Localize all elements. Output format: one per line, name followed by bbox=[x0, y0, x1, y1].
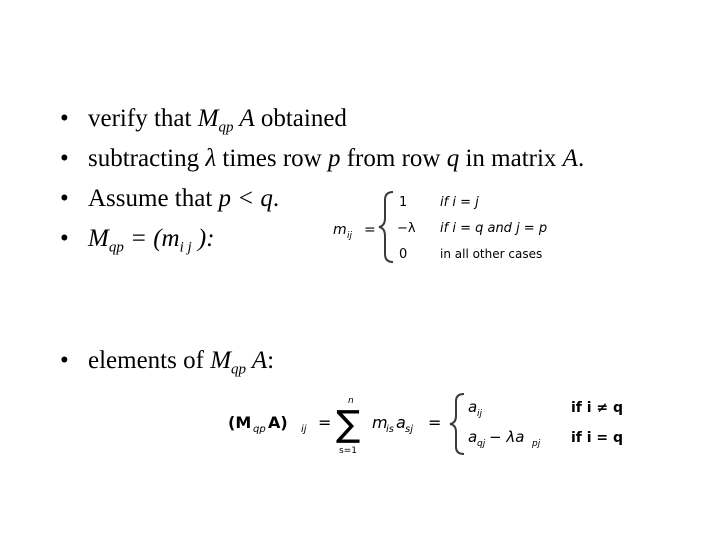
subscript: qp bbox=[108, 239, 124, 256]
math-symbol: p bbox=[327, 145, 341, 172]
eq1-lhs-sub: ij bbox=[347, 231, 353, 241]
eq2-lhs: (M bbox=[228, 413, 252, 432]
eq2-case1-condition: if i ≠ q bbox=[571, 400, 624, 416]
bullet-marker: • bbox=[60, 347, 69, 374]
eq2-lhs-sub2: ij bbox=[301, 424, 307, 435]
subscript: qp bbox=[231, 361, 247, 378]
eq1-case3-value: 0 bbox=[399, 247, 408, 262]
bullet-text-2 bbox=[88, 146, 584, 171]
bullet-marker: • bbox=[60, 105, 69, 132]
math-symbol: A bbox=[562, 145, 578, 172]
eq2-sum-bottom: s=1 bbox=[339, 446, 357, 456]
text: ): bbox=[191, 225, 215, 252]
eq1-case1-value: 1 bbox=[399, 195, 408, 210]
left-brace-icon bbox=[379, 192, 393, 262]
bullet-text-4 bbox=[88, 225, 215, 256]
eq2-term-sub: is bbox=[386, 424, 394, 435]
eq1-case3-condition: in all other cases bbox=[440, 247, 543, 261]
bullet-text-3 bbox=[88, 186, 279, 211]
eq1-case1-condition: if i = j bbox=[440, 195, 479, 210]
text: elements of bbox=[88, 347, 211, 374]
eq2-case2-mid: − λa bbox=[489, 428, 525, 446]
eq2-term: m bbox=[372, 413, 388, 432]
eq2-case2-sub: qj bbox=[477, 439, 486, 449]
text: Assume that bbox=[88, 185, 219, 212]
text: times row bbox=[216, 145, 328, 172]
piecewise-equation-m-ij bbox=[333, 188, 583, 266]
eq2-lhs-sub: qp bbox=[253, 424, 266, 435]
eq1-case2-condition: if i = q and j = p bbox=[440, 221, 548, 236]
eq2-equals-2: = bbox=[428, 413, 442, 432]
bullet-text-1 bbox=[88, 105, 347, 136]
bullet-marker: • bbox=[60, 145, 69, 172]
text: : bbox=[267, 347, 275, 374]
left-brace-icon bbox=[450, 394, 464, 454]
subscript: qp bbox=[218, 119, 234, 136]
eq2-lhs-b: A) bbox=[268, 413, 288, 432]
math-symbol: M bbox=[197, 105, 219, 132]
text: subtracting bbox=[88, 145, 206, 172]
text: . bbox=[272, 185, 280, 212]
eq1-equals: = bbox=[364, 222, 376, 238]
math-symbol: M bbox=[88, 225, 109, 252]
text: in matrix bbox=[459, 145, 563, 172]
bullet-marker: • bbox=[60, 225, 69, 252]
eq1-lhs: m bbox=[333, 222, 347, 238]
eq2-case2-condition: if i = q bbox=[571, 430, 624, 446]
eq2-term2-sub: sj bbox=[405, 424, 413, 435]
math-expression: = (m bbox=[123, 225, 180, 252]
eq2-term2: a bbox=[396, 413, 406, 432]
math-symbol: M bbox=[210, 347, 232, 374]
eq2-case1-sub: ij bbox=[477, 409, 483, 419]
eq2-case2-sub2: pj bbox=[532, 439, 541, 449]
text: obtained bbox=[254, 105, 347, 132]
eq1-case2-value: −λ bbox=[397, 221, 416, 236]
math-expression: p < q bbox=[218, 185, 273, 212]
math-symbol: q bbox=[446, 145, 460, 172]
math-symbol: A bbox=[233, 105, 255, 132]
eq2-case2-value: a bbox=[468, 428, 478, 446]
math-symbol: λ bbox=[205, 145, 217, 172]
sigma-icon: ∑ bbox=[336, 404, 361, 445]
text: verify that bbox=[88, 105, 198, 132]
eq2-equals: = bbox=[318, 413, 332, 432]
subscript: i j bbox=[179, 239, 192, 256]
text: . bbox=[577, 145, 585, 172]
bullet-marker: • bbox=[60, 185, 69, 212]
eq2-case1-value: a bbox=[468, 398, 478, 416]
math-symbol: A bbox=[246, 347, 268, 374]
text: from row bbox=[340, 145, 447, 172]
bullet-text-5 bbox=[88, 347, 275, 378]
product-elements-equation bbox=[228, 390, 648, 460]
eq2-sum-top: n bbox=[348, 396, 354, 406]
